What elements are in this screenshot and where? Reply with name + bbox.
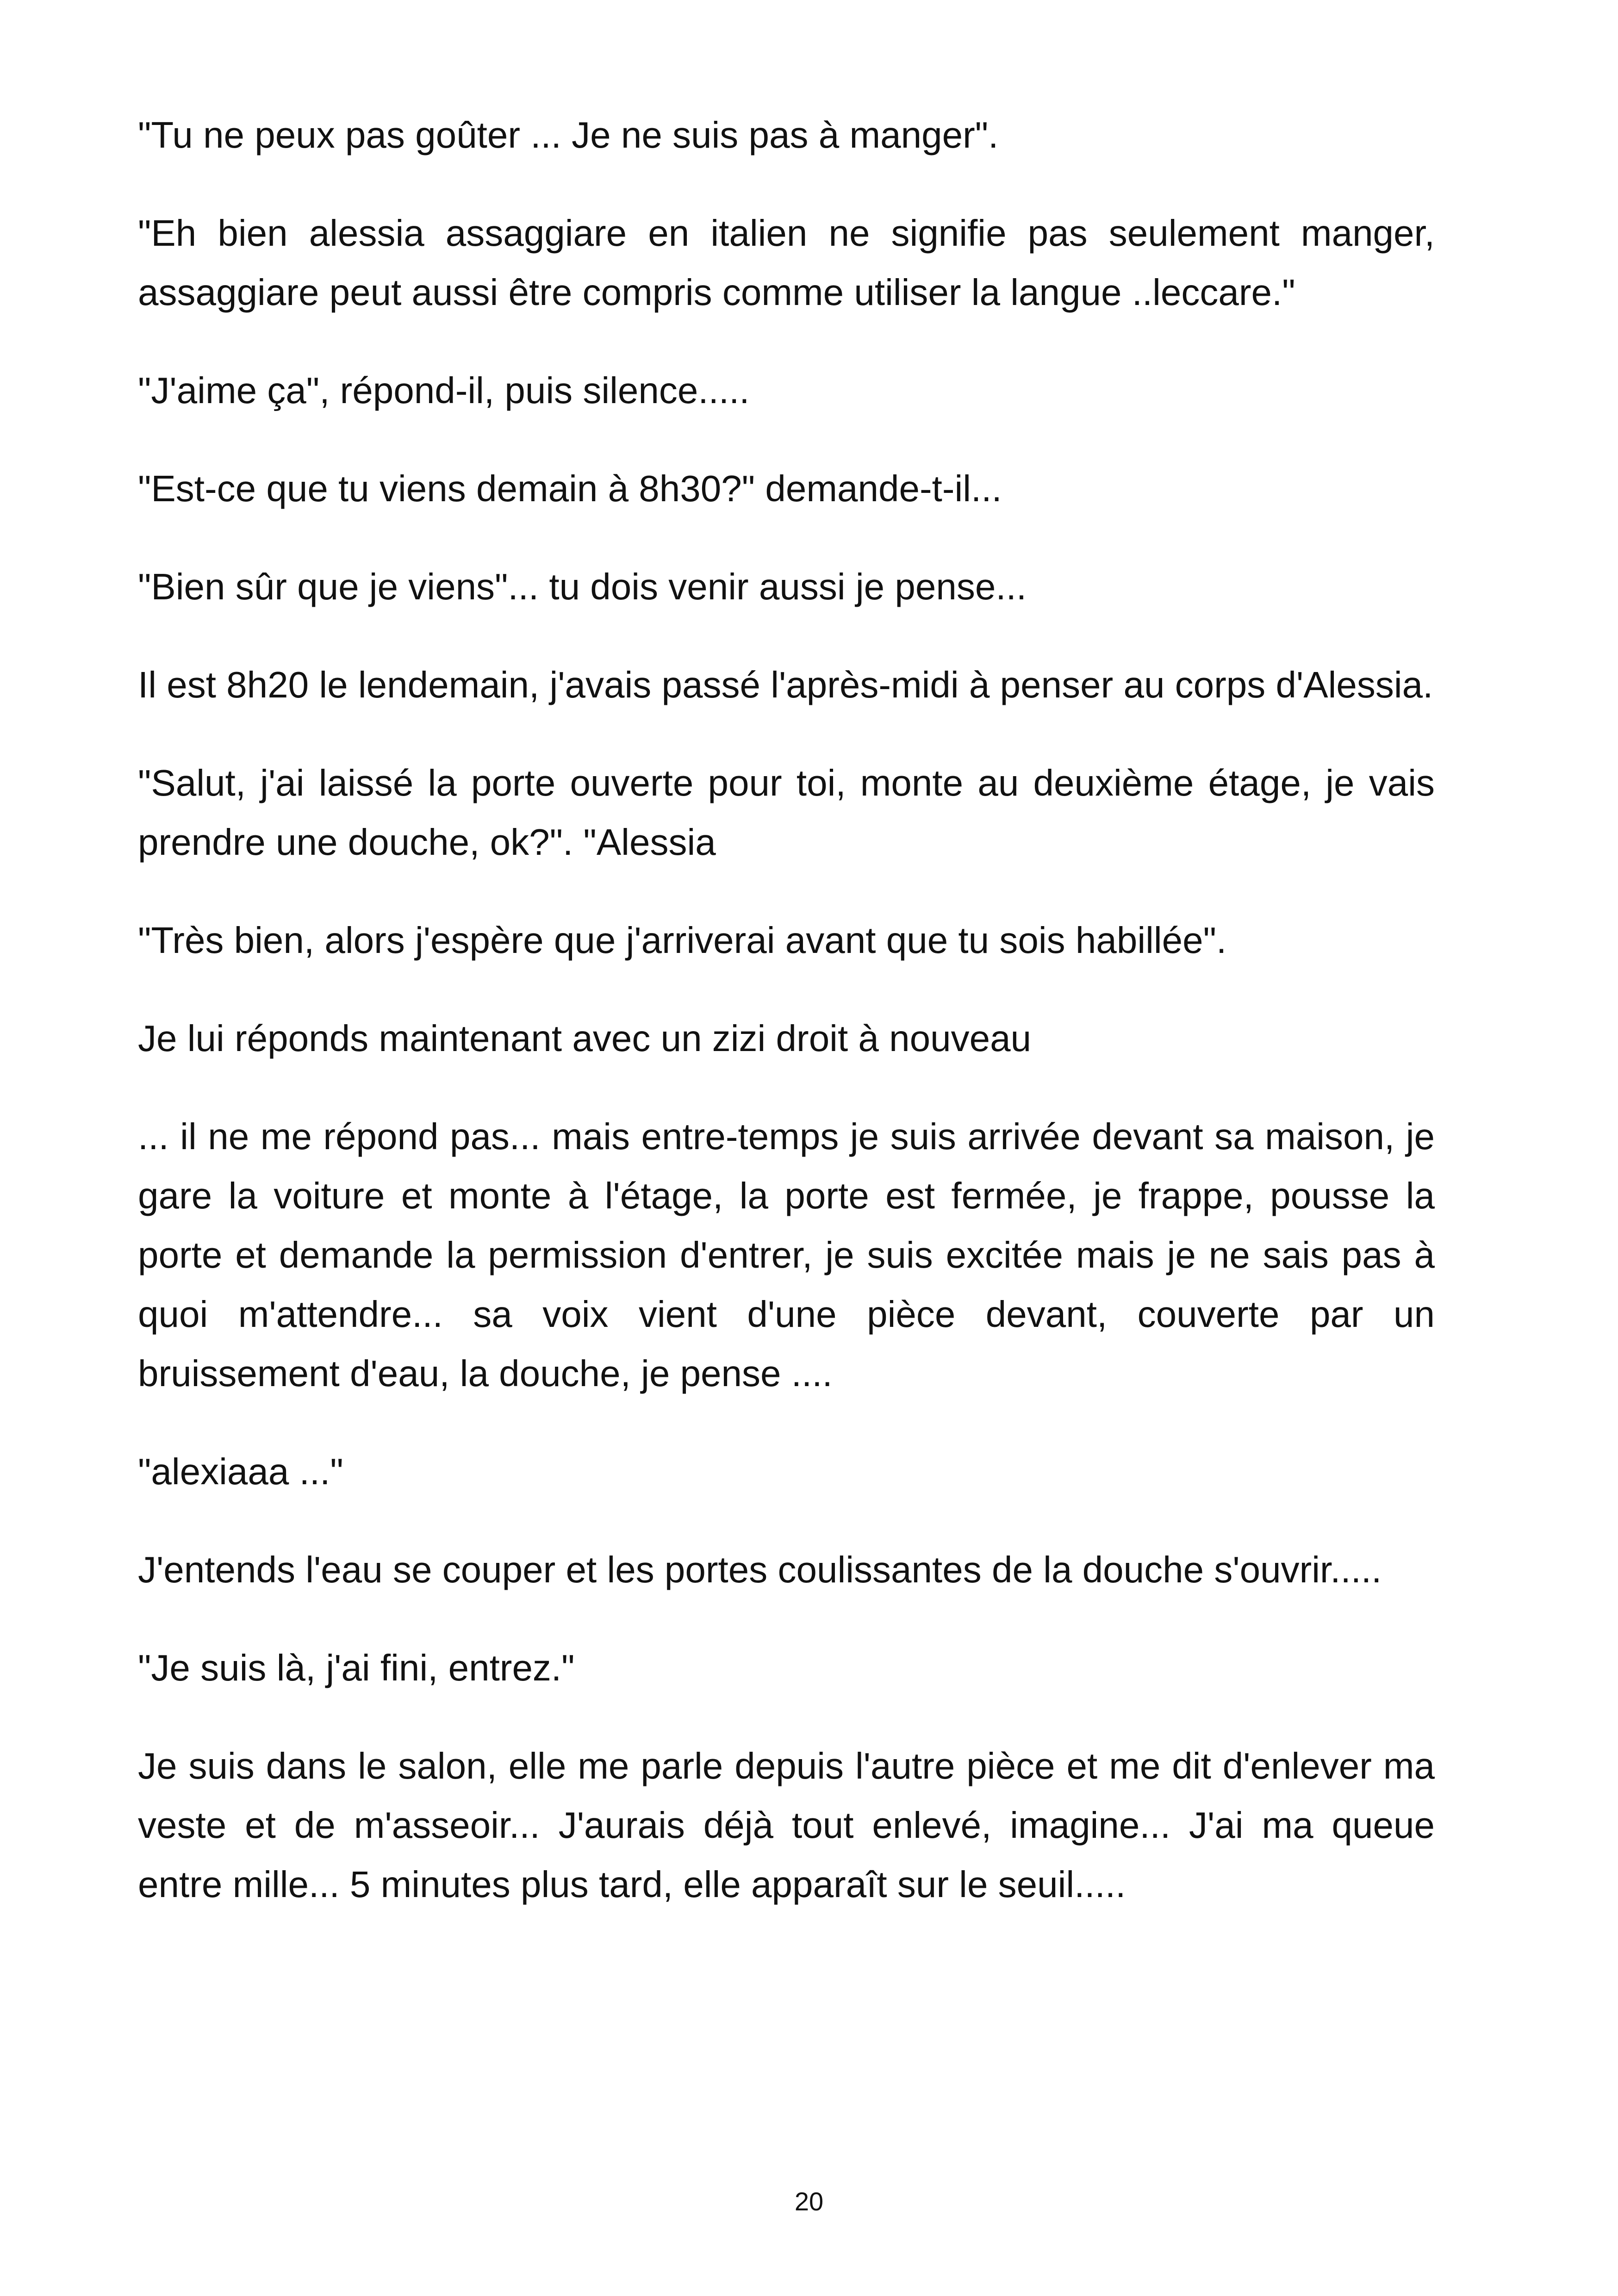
paragraph: "Je suis là, j'ai fini, entrez."	[138, 1647, 575, 1688]
paragraph: "Est-ce que tu viens demain à 8h30?" demande-t-il...	[138, 468, 1002, 509]
paragraph: "J'aime ça", répond-il, puis silence.....	[138, 370, 750, 411]
document-body	[138, 106, 1435, 1953]
paragraph: "Tu ne peux pas goûter ... Je ne suis pas à manger".	[138, 114, 999, 156]
paragraph: "Bien sûr que je viens"... tu dois venir aussi je pense...	[138, 566, 1027, 607]
paragraph: Je suis dans le salon, elle me parle depuis l'autre pièce et me dit d'enlever ma veste et de m'asseoir... J'aurais déjà tout enlevé, imagine... J'ai ma queue entre mille... 5 minutes plus tard, elle apparaît sur le seuil.....	[138, 1745, 1435, 1905]
paragraph: "alexiaaa ..."	[138, 1451, 343, 1492]
paragraph: "Salut, j'ai laissé la porte ouverte pour toi, monte au deuxième étage, je vais prendre une douche, ok?". "Alessia	[138, 762, 1435, 863]
paragraph: "Très bien, alors j'espère que j'arriverai avant que tu sois habillée".	[138, 920, 1227, 961]
paragraph: ... il ne me répond pas... mais entre-temps je suis arrivée devant sa maison, je gare la voiture et monte à l'étage, la porte est fermée, je frappe, pousse la porte et demande la permission d'entrer, je suis excitée mais je ne sais pas à quoi m'attendre... sa voix vient d'une pièce devant, couverte par un bruissement d'eau, la douche, je pense ....	[138, 1116, 1435, 1394]
paragraph: Je lui réponds maintenant avec un zizi droit à nouveau	[138, 1018, 1032, 1059]
paragraph: J'entends l'eau se couper et les portes coulissantes de la douche s'ouvrir.....	[138, 1549, 1382, 1590]
paragraph: "Eh bien alessia assaggiare en italien ne signifie pas seulement manger, assaggiare peut aussi être compris comme utiliser la langue ..leccare."	[138, 212, 1435, 313]
paragraph: Il est 8h20 le lendemain, j'avais passé l'après-midi à penser au corps d'Alessia.	[138, 664, 1433, 705]
page-number: 20	[794, 2187, 824, 2216]
